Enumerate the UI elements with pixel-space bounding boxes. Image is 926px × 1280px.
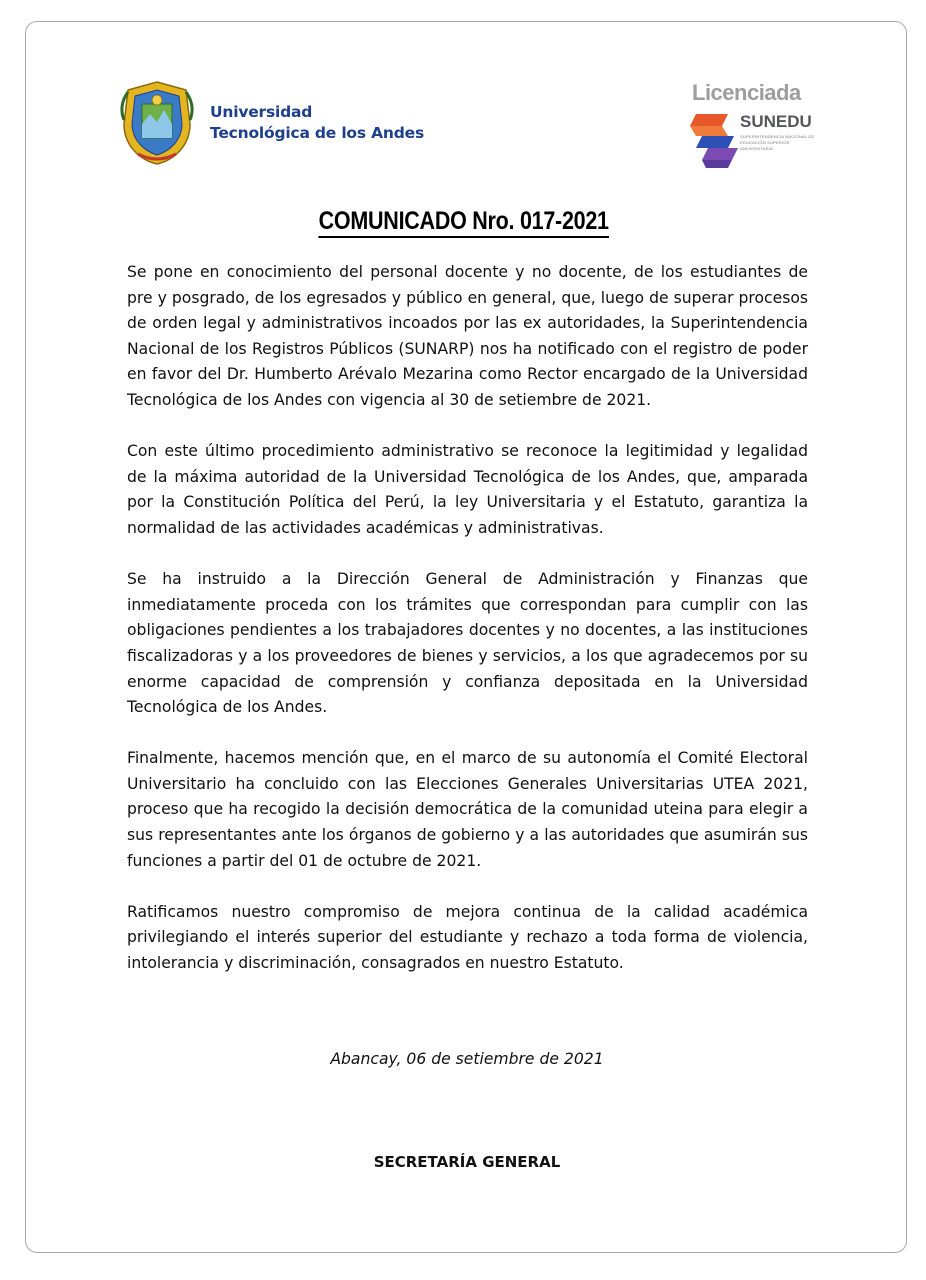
university-header: [120, 80, 424, 166]
signature-block: SECRETARÍA GENERAL: [373, 1153, 561, 1171]
university-crest-icon: [120, 80, 194, 166]
university-name-line2: Tecnológica de los Andes: [210, 124, 424, 142]
body-paragraph: Se pone en conocimiento del personal docente y no docente, de los estudiantes de pre y posgrado, de los egresados y público en general, que, luego de superar procesos de orden legal y administrativos incoados por las ex autoridades, la Superintendencia Nacional de los Registros Públicos (SUNARP) nos ha notificado con el registro de poder en favor del Dr. Humberto Arévalo Mezarina como Rector encargado de la Universidad Tecnológica de los Andes con vigencia al 30 de setiembre de 2021.: [127, 263, 808, 409]
document-body: [127, 260, 808, 1002]
place-date: Abancay, 06 de setiembre de 2021: [330, 1050, 604, 1068]
body-paragraph: Se ha instruido a la Dirección General de Administración y Finanzas que inmediatamente proceda con los trámites que correspondan para cumplir con las obligaciones pendientes a los trabajadores docentes y no docentes, a las instituciones fiscalizadoras y a los proveedores de bienes y servicios, a los que agradecemos por su enorme capacidad de comprensión y confianza depositada en la Universidad Tecnológica de los Andes.: [127, 570, 808, 717]
sunedu-subtitle: SUPERINTENDENCIA NACIONAL DE EDUCACIÓN SUPERIOR UNIVERSITARIA: [740, 134, 815, 151]
body-paragraph: Con este último procedimiento administrativo se reconoce la legitimidad y legalidad de la máxima autoridad de la Universidad Tecnológica de los Andes, que, amparada por la Constitución Política del Perú, la ley Universitaria y el Estatuto, garantiza la normalidad de las actividades académicas y administrativas.: [127, 442, 808, 537]
body-paragraph: Ratificamos nuestro compromiso de mejora continua de la calidad académica privilegiando el interés superior del estudiante y rechazo a toda forma de violencia, intolerancia y discriminación, consagrados en nuestro Estatuto.: [127, 902, 808, 973]
university-name: [210, 102, 424, 144]
sunedu-license-badge: [688, 80, 820, 172]
university-name-line1: Universidad: [210, 103, 313, 121]
body-paragraph: Finalmente, hacemos mención que, en el marco de su autonomía el Comité Electoral Universitario ha concluido con las Elecciones Generales Universitarias UTEA 2021, proceso que ha recogido la decisión democrática de la comunidad uteina para elegir a sus representantes ante los órganos de gobierno y a las autoridades que asumirán sus funciones a partir del 01 de octubre de 2021.: [127, 749, 808, 870]
sunedu-logo-icon: [688, 112, 746, 170]
document-title-text: COMUNICADO Nro. 017-2021: [319, 207, 609, 238]
sunedu-name: SUNEDU: [740, 112, 812, 131]
licensing-label: Licenciada: [692, 80, 801, 105]
document-title: [66, 207, 862, 236]
